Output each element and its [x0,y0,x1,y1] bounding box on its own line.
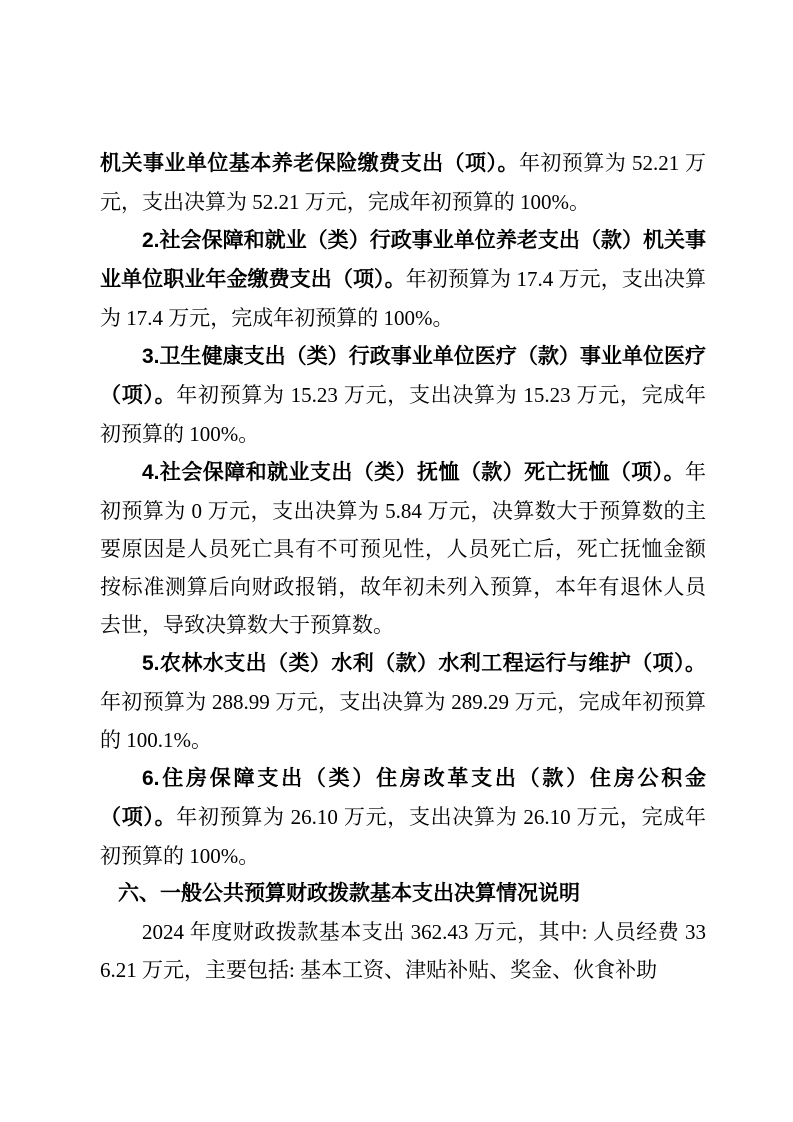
document-content [100,144,706,989]
text-segment: 年初预算为 15.23 万元，支出决算为 15.23 万元，完成年初预算的 100%。 [100,383,707,446]
bold-text-segment: 2.社会保障和就业（类）行政事业单位养老支出（款）机关事业单位职业年金缴费支出（项）。 [100,229,706,291]
bold-text-segment: 机关事业单位基本养老保险缴费支出（项）。 [100,152,519,175]
paragraph [100,337,706,453]
text-segment: 年初预算为 52.21 万元，支出决算为 52.21 万元，完成年初预算的 100%。 [100,151,707,214]
paragraph [100,144,706,221]
bold-text-segment: 3.卫生健康支出（类）行政事业单位医疗（款）事业单位医疗（项）。 [100,345,706,407]
text-segment: 年初预算为 0 万元，支出决算为 5.84 万元，决算数大于预算数的主要原因是人员死亡具有不可预见性，人员死亡后，死亡抚恤金额按标准测算后向财政报销，故年初未列入预算，本年有退休人员去世，导致决算数大于预算数。 [100,460,706,637]
paragraph [100,644,706,759]
paragraph [100,913,706,989]
paragraph [100,221,706,337]
section-heading [100,875,706,913]
bold-text-segment: 4.社会保障和就业支出（类）抚恤（款）死亡抚恤（项）。 [142,461,685,484]
text-segment: 年初预算为 26.10 万元，支出决算为 26.10 万元，完成年初预算的 100%。 [100,805,707,868]
bold-text-segment: 六、一般公共预算财政拨款基本支出决算情况说明 [118,882,580,905]
paragraph [100,759,706,875]
text-segment: 年初预算为 17.4 万元，支出决算为 17.4 万元，完成年初预算的 100%。 [100,267,707,330]
paragraph [100,453,706,644]
text-segment: 2024 年度财政拨款基本支出 362.43 万元，其中: 人员经费 336.21 万元，主要包括: 基本工资、津贴补贴、奖金、伙食补助 [100,920,706,982]
bold-text-segment: 6.住房保障支出（类）住房改革支出（款）住房公积金（项）。 [100,767,706,829]
text-segment: 年初预算为 288.99 万元，支出决算为 289.29 万元，完成年初预算的 100.1%。 [100,690,706,752]
bold-text-segment: 5.农林水支出（类）水利（款）水利工程运行与维护（项）。 [142,652,706,675]
